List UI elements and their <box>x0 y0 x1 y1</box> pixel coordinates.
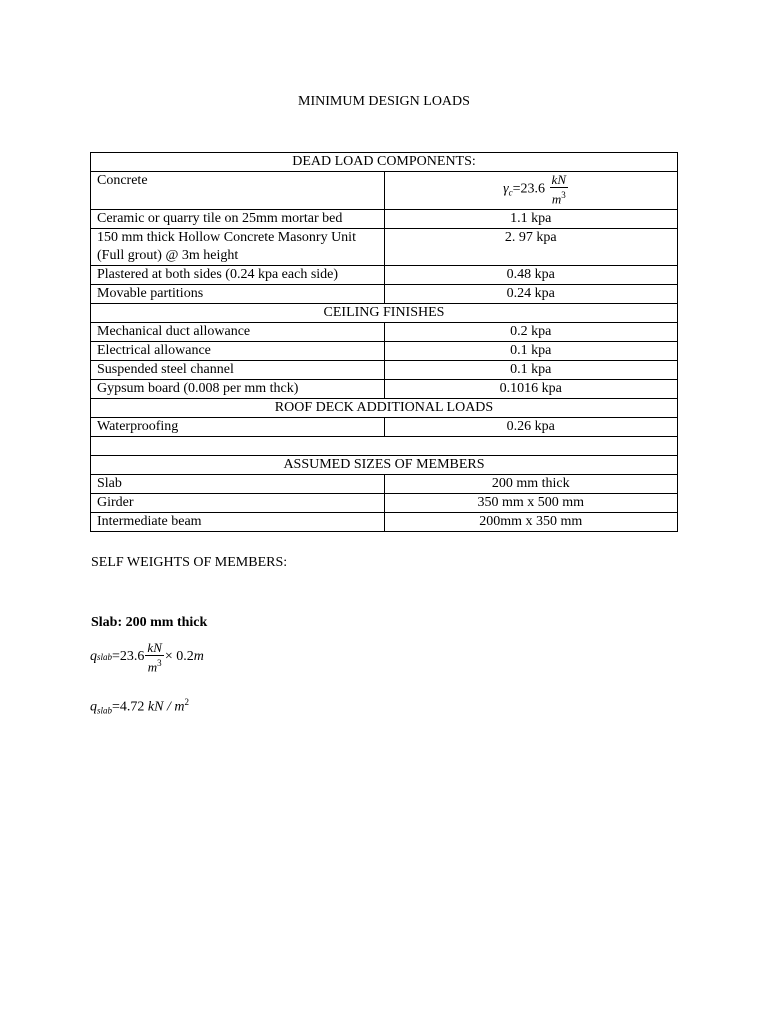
row-value: 0.48 kpa <box>384 266 678 285</box>
row-value: 200mm x 350 mm <box>384 513 678 532</box>
row-value: 0.1 kpa <box>384 361 678 380</box>
table-row <box>91 475 678 494</box>
ceiling-finishes-header: CEILING FINISHES <box>91 304 678 323</box>
empty-row <box>91 437 678 456</box>
concrete-value: =23.6 <box>512 181 546 197</box>
empty-cell <box>91 437 678 456</box>
table-row <box>91 513 678 532</box>
design-loads-table <box>90 152 678 532</box>
row-label: Intermediate beam <box>91 513 385 532</box>
table-row <box>91 172 678 210</box>
unit-numerator: kN <box>551 172 566 187</box>
row-value: 0.1 kpa <box>384 342 678 361</box>
row-value: 200 mm thick <box>384 475 678 494</box>
roof-deck-header: ROOF DECK ADDITIONAL LOADS <box>91 399 678 418</box>
dead-load-header: DEAD LOAD COMPONENTS: <box>91 153 678 172</box>
row-label: Slab <box>91 475 385 494</box>
row-label: Movable partitions <box>91 285 385 304</box>
gamma-symbol: γ <box>503 181 509 197</box>
table-row <box>91 418 678 437</box>
eq-lhs-subscript: slab <box>97 705 113 716</box>
eq-lhs: q <box>90 699 97 715</box>
eq-unit: m <box>193 649 204 665</box>
table-row <box>91 323 678 342</box>
unit-numerator: kN <box>147 640 162 655</box>
row-value: 0.24 kpa <box>384 285 678 304</box>
table-row <box>91 229 678 266</box>
row-label: Ceramic or quarry tile on 25mm mortar bed <box>91 210 385 229</box>
row-label: 150 mm thick Hollow Concrete Masonry Unit (Full grout) @ 3m height <box>91 229 385 266</box>
row-label: Electrical allowance <box>91 342 385 361</box>
unit-fraction <box>550 172 568 206</box>
unit-denominator: $m^3$ <box>147 658 162 675</box>
row-label: Mechanical duct allowance <box>91 323 385 342</box>
eq-value: =23.6 <box>112 649 145 665</box>
gamma-subscript: c <box>508 187 513 198</box>
row-value: 0.1016 kpa <box>384 380 678 399</box>
eq-lhs-subscript: slab <box>97 652 113 663</box>
table-row <box>91 456 678 475</box>
row-value: 350 mm x 500 mm <box>384 494 678 513</box>
table-row <box>91 399 678 418</box>
table-row <box>91 210 678 229</box>
row-label: Girder <box>91 494 385 513</box>
table-row <box>91 153 678 172</box>
eq-unit-exponent: 2 <box>184 697 189 707</box>
table-row <box>91 380 678 399</box>
slab-load-equation <box>90 640 204 674</box>
page-title: MINIMUM DESIGN LOADS <box>298 94 470 109</box>
eq-unit: kN / m <box>147 699 185 715</box>
row-label: Gypsum board (0.008 per mm thck) <box>91 380 385 399</box>
slab-heading: Slab: 200 mm thick <box>91 615 208 630</box>
table-row <box>91 285 678 304</box>
row-value: 1.1 kpa <box>384 210 678 229</box>
table-row <box>91 304 678 323</box>
table-row <box>91 494 678 513</box>
self-weights-heading: SELF WEIGHTS OF MEMBERS: <box>91 555 288 570</box>
row-label: Plastered at both sides (0.24 kpa each side) <box>91 266 385 285</box>
members-header: ASSUMED SIZES OF MEMBERS <box>91 456 678 475</box>
row-label: Waterproofing <box>91 418 385 437</box>
row-value: 0.26 kpa <box>384 418 678 437</box>
eq-value: =4.72 <box>112 699 145 715</box>
unit-fraction <box>145 640 163 674</box>
eq-multiplier: × 0.2 <box>164 649 194 665</box>
row-value: 2. 97 kpa <box>384 229 678 266</box>
concrete-label: Concrete <box>91 172 385 210</box>
row-label: Suspended steel channel <box>91 361 385 380</box>
table-row <box>91 342 678 361</box>
eq-lhs: q <box>90 649 97 665</box>
concrete-unit-weight <box>384 172 678 210</box>
table-row <box>91 266 678 285</box>
row-value: 0.2 kpa <box>384 323 678 342</box>
unit-denominator: $m^3$ <box>551 190 566 207</box>
slab-load-result <box>90 697 189 716</box>
table-row <box>91 361 678 380</box>
